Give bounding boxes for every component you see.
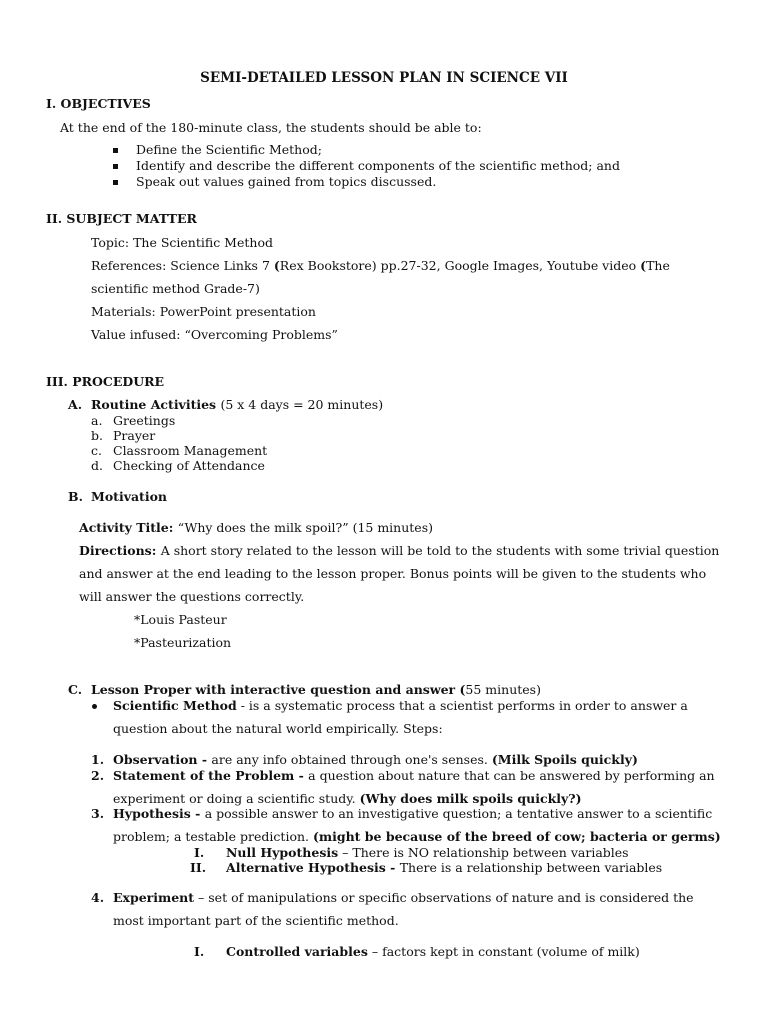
routine-item: Greetings [113, 413, 176, 428]
step-number: 2. [91, 768, 105, 783]
motivation-marker: B. [68, 489, 83, 504]
subject-value: Value infused: “Overcoming Problems” [91, 327, 338, 342]
motivation-note: *Louis Pasteur [134, 612, 227, 627]
procedure-heading: III. PROCEDURE [46, 374, 165, 389]
step-experiment: Experiment – set of manipulations or specific observations of nature and is considered the [113, 890, 694, 905]
square-bullet-icon [113, 164, 118, 169]
scientific-method-def: Scientific Method - is a systematic process that a scientist performs in order to answer a [113, 698, 688, 713]
objectives-intro: At the end of the 180-minute class, the students should be able to: [60, 120, 482, 135]
routine-title: Routine Activities (5 x 4 days = 20 minutes) [91, 397, 384, 412]
step-hypothesis-cont: problem; a testable prediction. (might be because of the breed of cow; bacteria or germs) [113, 829, 721, 844]
objective-item: Define the Scientific Method; [113, 142, 118, 157]
scientific-method-def-cont: question about the natural world empirically. Steps: [113, 721, 443, 736]
step-number: 3. [91, 806, 105, 821]
objective-item: Identify and describe the different components of the scientific method; and [113, 158, 118, 173]
routine-marker: A. [68, 397, 83, 412]
subject-references: References: Science Links 7 (Rex Bookstore) pp.27-32, Google Images, Youtube video (The [91, 258, 670, 273]
experiment-number: I. [194, 944, 205, 959]
hypothesis-number: II. [190, 860, 207, 875]
activity-title: Activity Title: “Why does the milk spoil?” (15 minutes) [79, 520, 433, 535]
subject-heading: II. SUBJECT MATTER [46, 211, 197, 226]
routine-item-marker: d. [91, 458, 103, 473]
subject-topic: Topic: The Scientific Method [91, 235, 273, 250]
objectives-heading: I. OBJECTIVES [46, 96, 151, 111]
directions-cont: will answer the questions correctly. [79, 589, 305, 604]
step-problem-cont: experiment or doing a scientific study. (Why does milk spoils quickly?) [113, 791, 582, 806]
routine-item-marker: c. [91, 443, 102, 458]
controlled-variables: Controlled variables – factors kept in constant (volume of milk) [226, 944, 640, 959]
subject-materials: Materials: PowerPoint presentation [91, 304, 316, 319]
directions-cont: and answer at the end leading to the lesson proper. Bonus points will be given to the students who [79, 566, 707, 581]
step-experiment-cont: most important part of the scientific method. [113, 913, 399, 928]
bullet-icon [92, 704, 97, 709]
objective-item: Speak out values gained from topics discussed. [113, 174, 118, 189]
square-bullet-icon [113, 148, 118, 153]
step-problem: Statement of the Problem - a question about nature that can be answered by performing an [113, 768, 715, 783]
motivation-note: *Pasteurization [134, 635, 232, 650]
routine-item-marker: b. [91, 428, 103, 443]
routine-item: Classroom Management [113, 443, 268, 458]
motivation-title: Motivation [91, 489, 168, 504]
routine-item: Prayer [113, 428, 156, 443]
square-bullet-icon [113, 180, 118, 185]
step-observation: Observation - are any info obtained through one's senses. (Milk Spoils quickly) [113, 752, 638, 767]
null-hypothesis: Null Hypothesis – There is NO relationship between variables [226, 845, 629, 860]
step-number: 4. [91, 890, 105, 905]
hypothesis-number: I. [194, 845, 205, 860]
scientific-method-bullet [92, 698, 97, 713]
page-title: SEMI-DETAILED LESSON PLAN IN SCIENCE VII [200, 70, 568, 86]
lesson-marker: C. [68, 682, 83, 697]
routine-item: Checking of Attendance [113, 458, 265, 473]
subject-references-cont: scientific method Grade-7) [91, 281, 260, 296]
directions: Directions: A short story related to the lesson will be told to the students with some trivial question [79, 543, 720, 558]
routine-item-marker: a. [91, 413, 103, 428]
step-number: 1. [91, 752, 105, 767]
step-hypothesis: Hypothesis - a possible answer to an investigative question; a tentative answer to a scientific [113, 806, 713, 821]
alternative-hypothesis: Alternative Hypothesis - There is a relationship between variables [226, 860, 663, 875]
lesson-title: Lesson Proper with interactive question and answer (55 minutes) [91, 682, 541, 697]
